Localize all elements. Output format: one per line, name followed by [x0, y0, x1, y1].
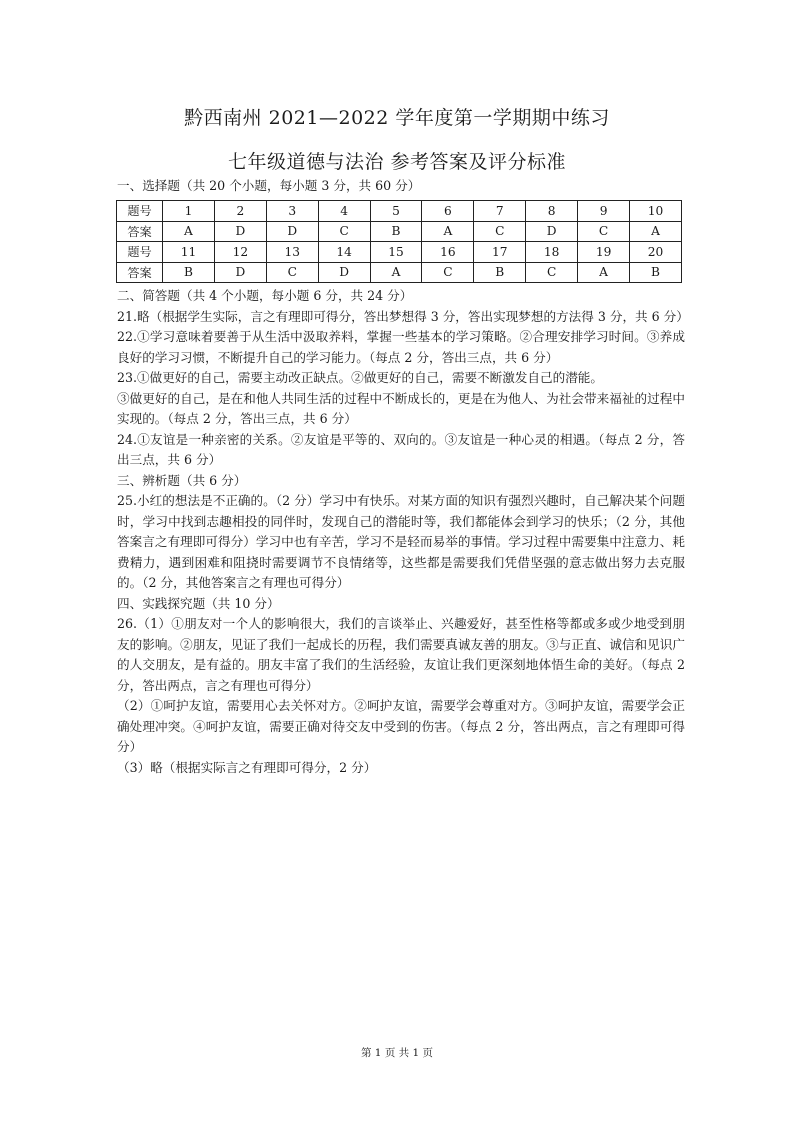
section-heading-multiple-choice: 一、选择题（共 20 个小题，每小题 3 分，共 60 分） — [117, 178, 421, 193]
answer-cell: C — [266, 262, 318, 283]
answer-cell: A — [163, 221, 215, 242]
answer-cell: A — [578, 262, 630, 283]
answer-cell: D — [526, 221, 578, 242]
answer-23: 23.①做更好的自己，需要主动改正缺点。②做更好的自己，需要不断激发自己的潜能。 — [117, 370, 603, 385]
answer-21: 21.略（根据学生实际，言之有理即可得分，答出梦想得 3 分，答出实现梦想的方法得 3 分，共 6 分） — [117, 308, 689, 324]
question-number: 8 — [526, 201, 578, 222]
question-number: 15 — [370, 242, 422, 263]
answer-25: 25.小红的想法是不正确的。（2 分）学习中有快乐。对某方面的知识有强烈兴趣时，自己解决某个问题时，学习中找到志趣相投的同伴时，发现自己的潜能时等，我们都能体会到学习的快乐；（2 分，其他答案言之有理即可得分）学习中也有辛苦，学习不是轻而易举的事情。学习过程中需要集中注意力、耗费精力，遇到困难和阻挠时需要调节不良情绪等，这些都是需要我们凭借坚强的意志做出努力去克服的。（2 分，其他答案言之有理也可得分） — [117, 493, 685, 590]
answer-22: 22.①学习意味着要善于从生活中汲取养料，掌握一些基本的学习策略。②合理安排学习时间。③养成良好的学习习惯，不断提升自己的学习能力。（每点 2 分，答出三点，共 6 分） — [117, 329, 685, 365]
answer-cell: B — [630, 262, 682, 283]
question-number: 9 — [578, 201, 630, 222]
question-number: 11 — [163, 242, 215, 263]
answer-26-part-3: （3）略（根据实际言之有理即可得分，2 分） — [117, 759, 377, 775]
answer-cell: D — [266, 221, 318, 242]
question-number: 4 — [318, 201, 370, 222]
section-heading-analysis: 三、辨析题（共 6 分） — [117, 472, 247, 488]
question-number: 18 — [526, 242, 578, 263]
answer-cell: A — [422, 221, 474, 242]
question-number: 7 — [474, 201, 526, 222]
page-footer: 第 1 页 共 1 页 — [360, 1047, 434, 1059]
answer-cell: C — [578, 221, 630, 242]
answer-cell: B — [370, 221, 422, 242]
document-subtitle: 七年级道德与法治 参考答案及评分标准 — [227, 151, 567, 173]
answer-cell: D — [214, 221, 266, 242]
question-number: 20 — [630, 242, 682, 263]
answer-26-part-1: 26.（1）①朋友对一个人的影响很大，我们的言谈举止、兴趣爱好，甚至性格等都或多或少地受到朋友的影响。②朋友，见证了我们一起成长的历程，我们需要真诚友善的朋友。③与正直、诚信和见识广的人交朋友，是有益的。朋友丰富了我们的生活经验，友谊让我们更深刻地体悟生命的美好。（每点 2 分，答出两点，言之有理也可得分） — [117, 616, 685, 693]
answer-23-continued: ③做更好的自己，是在和他人共同生活的过程中不断成长的，更是在为他人、为社会带来福祉的过程中实现的。（每点 2 分，答出三点，共 6 分） — [117, 390, 685, 426]
answer-cell: A — [370, 262, 422, 283]
question-number: 5 — [370, 201, 422, 222]
answer-cell: A — [630, 221, 682, 242]
row-label-answer: 答案 — [117, 221, 163, 242]
answer-cell: C — [526, 262, 578, 283]
answer-cell: B — [474, 262, 526, 283]
answer-body — [117, 286, 689, 778]
table-row-answers-2 — [117, 262, 682, 283]
table-row-answers-1 — [117, 221, 682, 242]
answer-table — [116, 200, 682, 283]
question-number: 10 — [630, 201, 682, 222]
question-number: 3 — [266, 201, 318, 222]
question-number: 12 — [214, 242, 266, 263]
row-label-number: 题号 — [117, 201, 163, 222]
question-number: 14 — [318, 242, 370, 263]
section-heading-short-answer: 二、简答题（共 4 个小题，每小题 6 分，共 24 分） — [117, 288, 413, 303]
question-number: 16 — [422, 242, 474, 263]
answer-cell: B — [163, 262, 215, 283]
table-row-numbers-2 — [117, 242, 682, 263]
table-row-numbers-1 — [117, 201, 682, 222]
answer-cell: D — [318, 262, 370, 283]
question-number: 13 — [266, 242, 318, 263]
answer-cell: C — [318, 221, 370, 242]
question-number: 6 — [422, 201, 474, 222]
row-label-answer: 答案 — [117, 262, 163, 283]
question-number: 17 — [474, 242, 526, 263]
question-number: 19 — [578, 242, 630, 263]
question-number: 2 — [214, 201, 266, 222]
question-number: 1 — [163, 201, 215, 222]
answer-24: 24.①友谊是一种亲密的关系。②友谊是平等的、双向的。③友谊是一种心灵的相遇。（每点 2 分，答出三点，共 6 分） — [117, 431, 685, 467]
row-label-number: 题号 — [117, 242, 163, 263]
answer-cell: C — [474, 221, 526, 242]
answer-cell: D — [214, 262, 266, 283]
section-heading-practice: 四、实践探究题（共 10 分） — [117, 595, 280, 611]
answer-26-part-2: （2）①呵护友谊，需要用心去关怀对方。②呵护友谊，需要学会尊重对方。③呵护友谊，需要学会正确处理冲突。④呵护友谊，需要正确对待交友中受到的伤害。（每点 2 分，答出两点，言之有理即可得分） — [117, 698, 685, 754]
answer-cell: C — [422, 262, 474, 283]
document-title: 黔西南州 2021—2022 学年度第一学期期中练习 — [184, 107, 610, 129]
